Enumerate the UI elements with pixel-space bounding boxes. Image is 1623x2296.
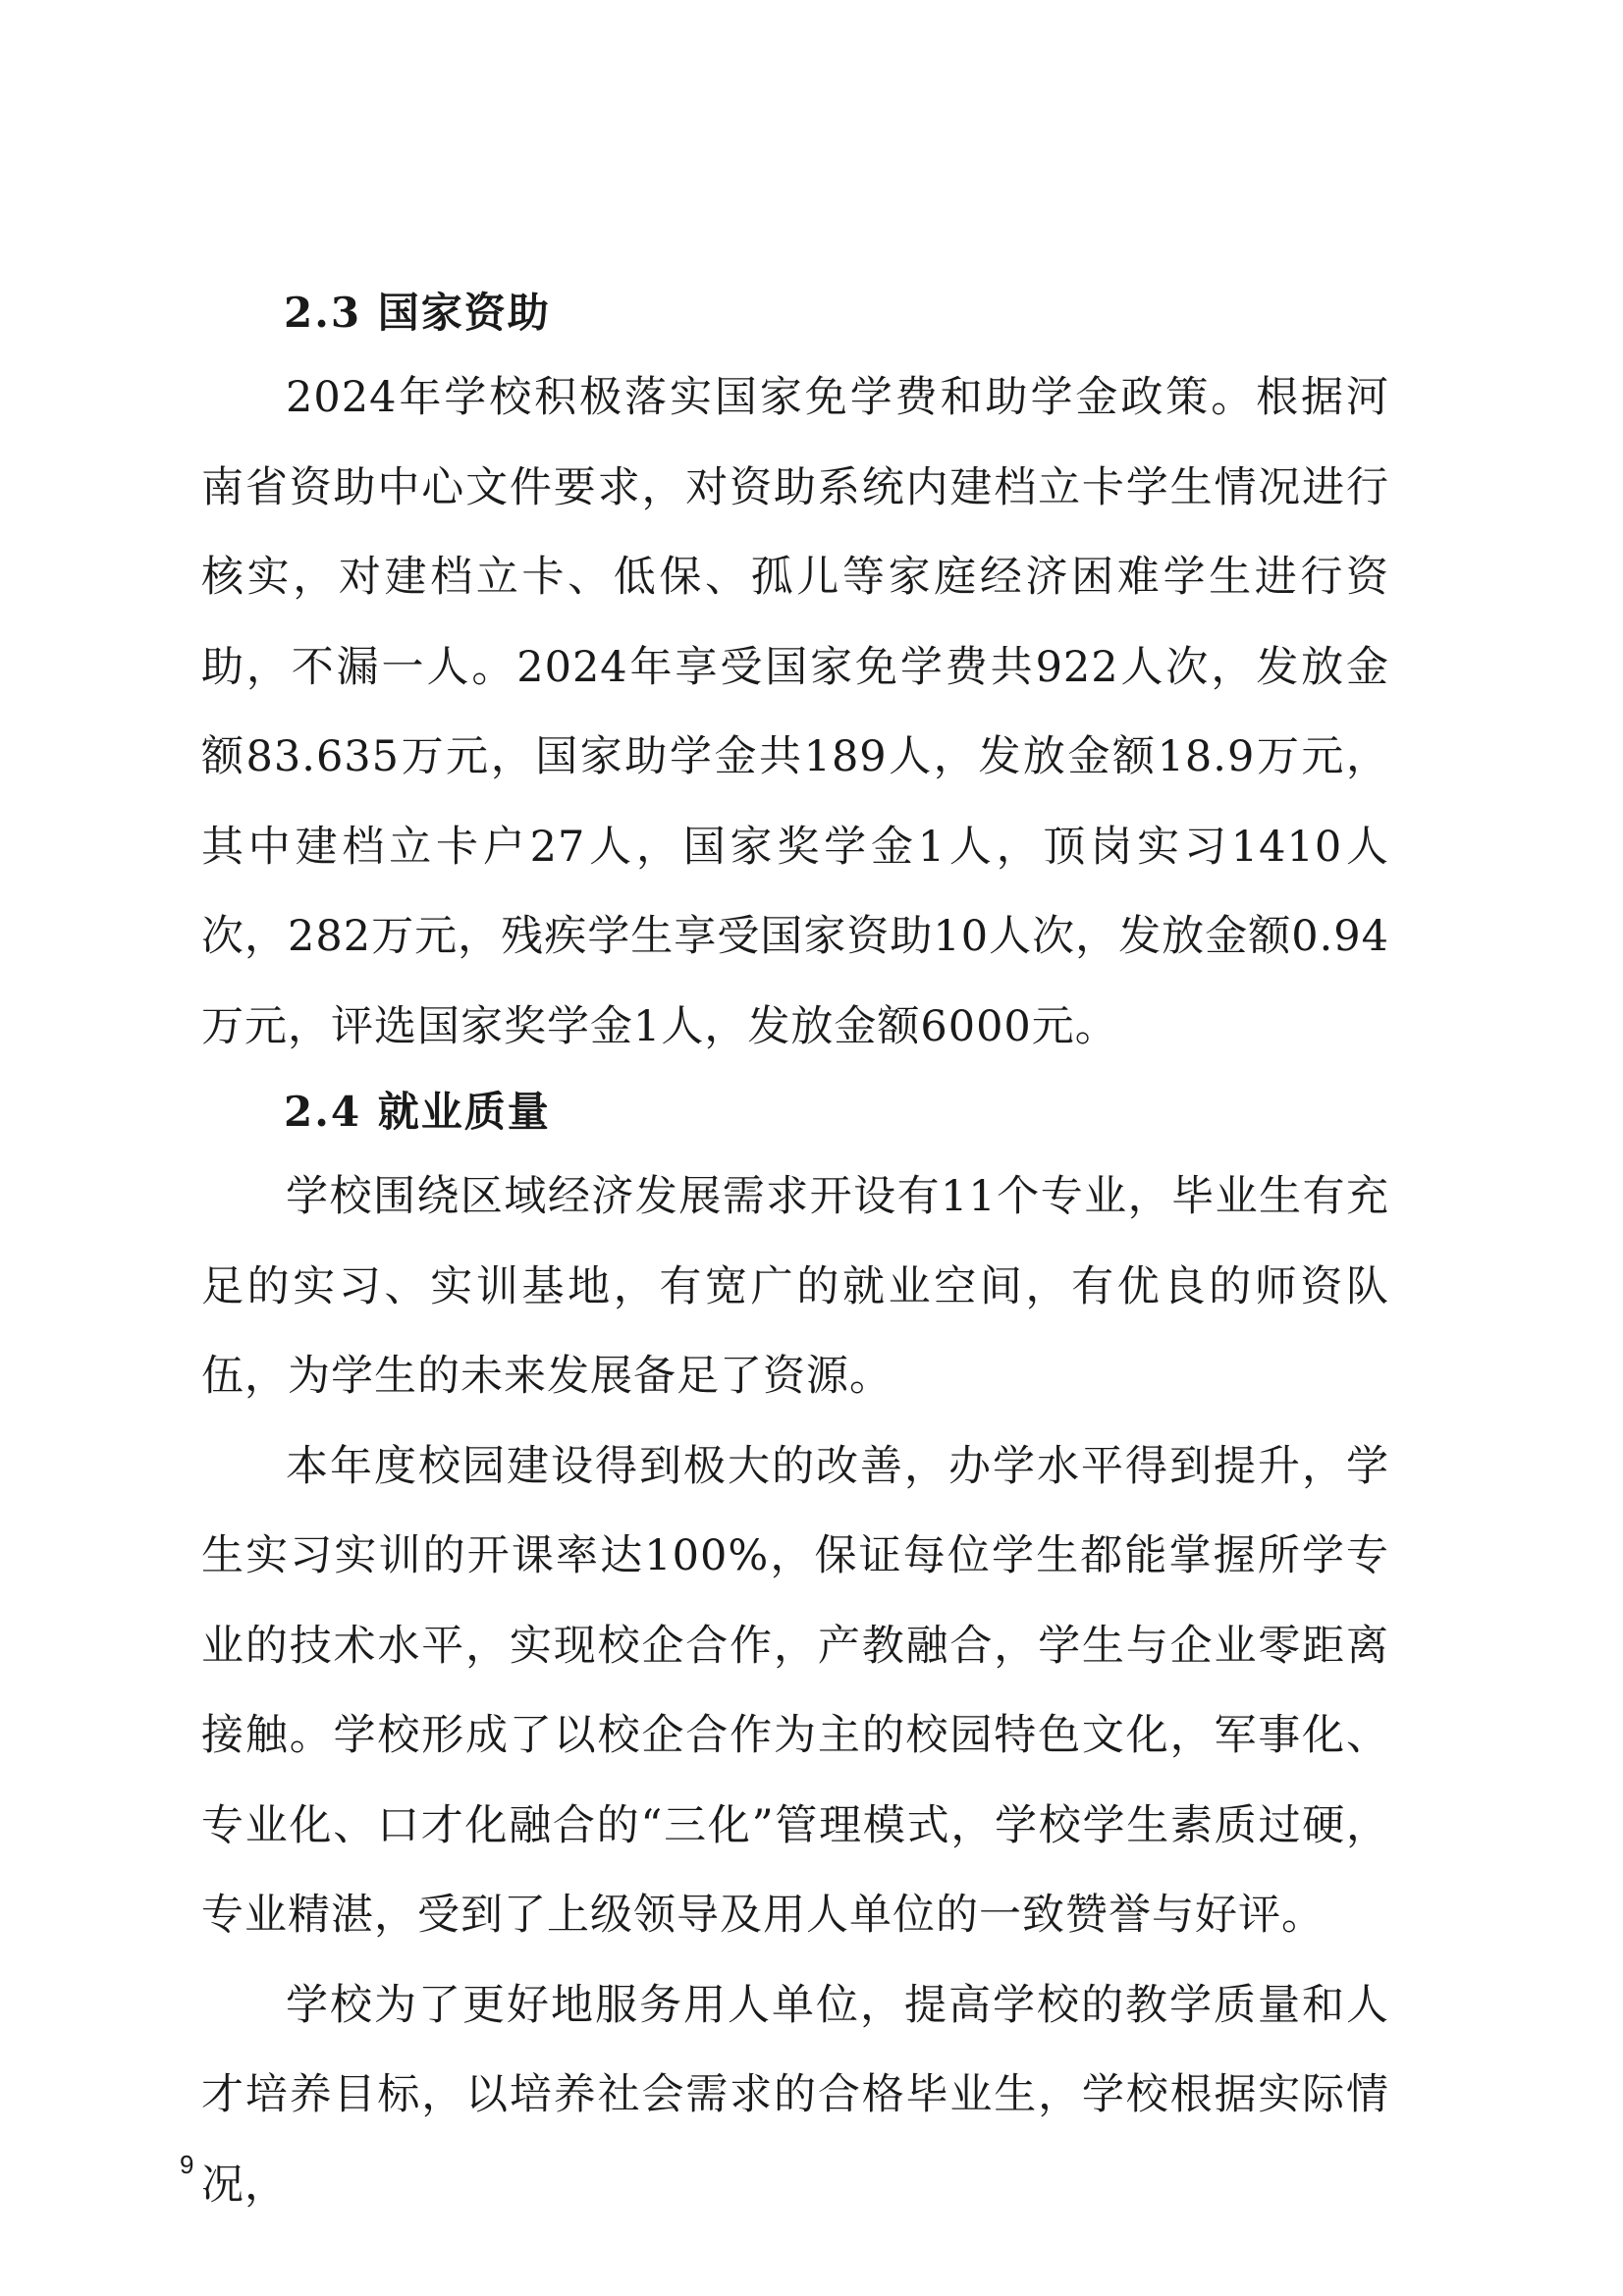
section-heading-national-aid: 2.3 国家资助 <box>284 289 551 337</box>
paragraph-campus-construction: 本年度校园建设得到极大的改善，办学水平得到提升，学生实习实训的开课率达100%，保证每位学生都能掌握所学专业的技术水平，实现校企合作，产教融合，学生与企业零距离接触。学校形成了以校企合作为主的校园特色文化，军事化、专业化、口才化融合的“三化”管理模式，学校学生素质过硬，专业精湛，受到了上级领导及用人单位的一致赞誉与好评。 <box>201 1441 1389 1940</box>
paragraph-majors: 学校围绕区域经济发展需求开设有11个专业，毕业生有充足的实习、实训基地，有宽广的就业空间，有优良的师资队伍，为学生的未来发展备足了资源。 <box>201 1172 1389 1401</box>
page-number: 9 <box>180 2150 194 2179</box>
paragraph-national-aid: 2024年学校积极落实国家免学费和助学金政策。根据河南省资助中心文件要求，对资助系统内建档立卡学生情况进行核实，对建档立卡、低保、孤儿等家庭经济困难学生进行资助，不漏一人。2024年享受国家免学费共922人次，发放金额83.635万元，国家助学金共189人，发放金额18.9万元，其中建档立卡户27人，国家奖学金1人，顶岗实习1410人次，282万元，残疾学生享受国家资助10人次，发放金额0.94万元，评选国家奖学金1人，发放金额6000元。 <box>201 373 1389 1051</box>
section-heading-employment-quality: 2.4 就业质量 <box>284 1088 551 1136</box>
document-body <box>201 273 1389 2230</box>
paragraph-serve-employers: 学校为了更好地服务用人单位，提高学校的教学质量和人才培养目标，以培养社会需求的合格毕业生，学校根据实际情况， <box>201 1980 1389 2210</box>
